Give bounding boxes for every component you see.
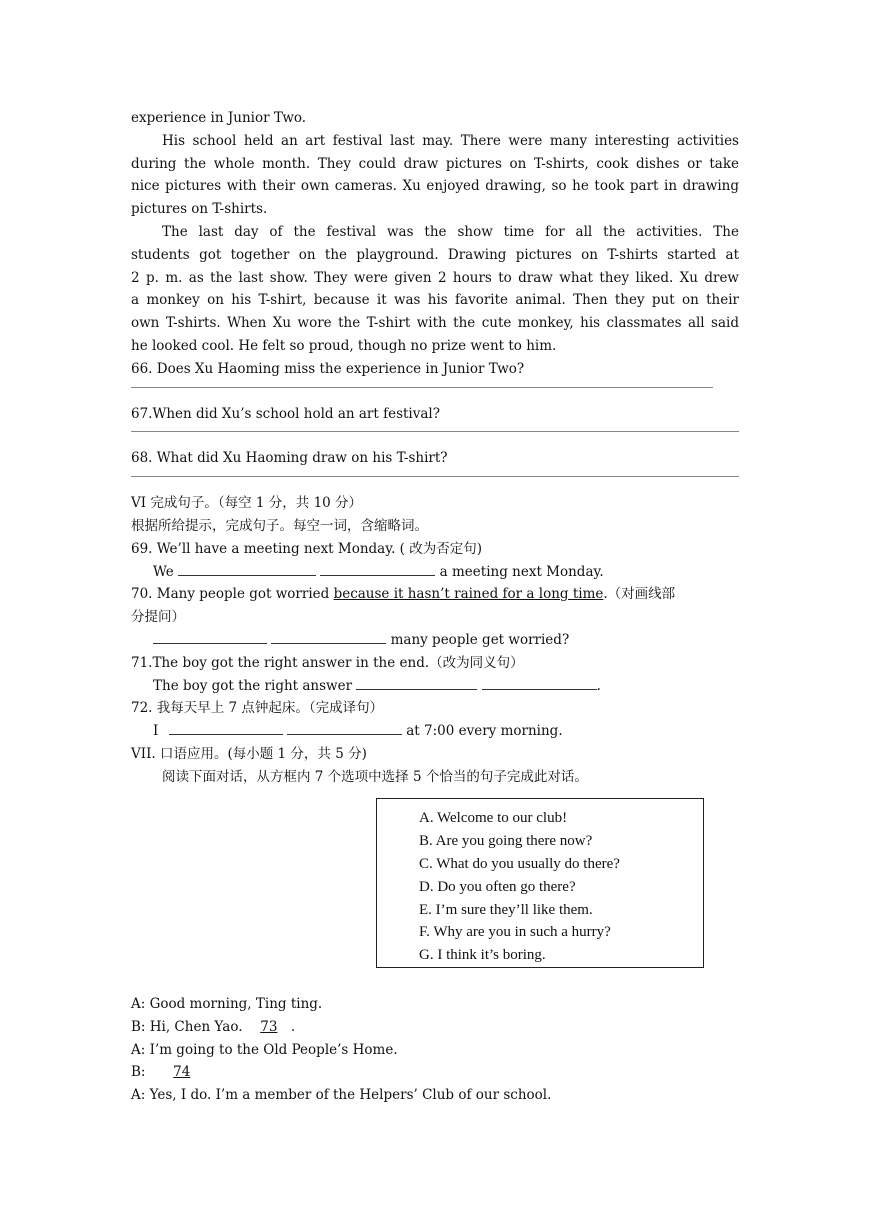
passage-line: The last day of the festival was the show time for all the activities. The xyxy=(162,223,739,240)
question-70-answer xyxy=(131,629,739,652)
question-70-text: 70. Many people got worried xyxy=(131,586,334,603)
dialog-line: A: I’m going to the Old People’s Home. xyxy=(131,1041,398,1058)
answer-suffix: a meeting next Monday. xyxy=(439,563,604,580)
options-box xyxy=(376,798,704,968)
underlined-phrase: because it hasn’t rained for a long time xyxy=(333,586,604,603)
option-e: E. I’m sure they’ll like them. xyxy=(419,902,593,918)
option-b: B. Are you going there now? xyxy=(419,833,593,849)
option-g: G. I think it’s boring. xyxy=(419,947,546,963)
answer-prefix: We xyxy=(153,563,174,580)
answer-line-66[interactable] xyxy=(131,387,713,388)
answer-prefix: The boy got the right answer xyxy=(153,677,353,694)
answer-suffix: many people get worried? xyxy=(390,631,570,648)
question-70 xyxy=(131,583,739,606)
passage-line: students got together on the playground. Drawing pictures on T-shirts started at xyxy=(131,246,739,263)
question-69: 69. We’ll have a meeting next Monday. ( 改为否定句) xyxy=(131,540,482,557)
answer-blank[interactable] xyxy=(153,631,267,644)
option-d: D. Do you often go there? xyxy=(419,879,576,895)
passage-line: a monkey on his T-shirt, because it was his favorite animal. Then they put on their xyxy=(131,292,739,309)
dialog-line: A: Yes, I do. I’m a member of the Helpers’ Club of our school. xyxy=(131,1087,552,1104)
question-72: 72. 我每天早上 7 点钟起床。（完成译句） xyxy=(131,700,384,717)
dialog-text: B: xyxy=(131,1064,150,1081)
dialog-line xyxy=(131,1016,739,1039)
answer-line-67[interactable] xyxy=(131,431,739,432)
passage-line: during the whole month. They could draw pictures on T-shirts, cook dishes or take xyxy=(131,155,739,172)
section-7-title: VII. 口语应用。(每小题 1 分，共 5 分) xyxy=(131,745,367,762)
question-69-answer xyxy=(131,561,739,584)
question-67: 67.When did Xu’s school hold an art festival? xyxy=(131,405,440,422)
option-f: F. Why are you in such a hurry? xyxy=(419,924,611,940)
question-72-answer xyxy=(131,720,739,743)
answer-blank[interactable] xyxy=(287,722,402,735)
answer-suffix: at 7:00 every morning. xyxy=(406,723,563,740)
section-7-instruction: 阅读下面对话，从方框内 7 个选项中选择 5 个恰当的句子完成此对话。 xyxy=(162,768,588,785)
answer-prefix: I xyxy=(153,723,159,740)
dialog-line: A: Good morning, Ting ting. xyxy=(131,996,323,1012)
question-66: 66. Does Xu Haoming miss the experience in Junior Two? xyxy=(131,360,525,377)
question-71-answer xyxy=(131,675,739,698)
answer-blank[interactable] xyxy=(178,563,316,576)
dialog xyxy=(131,993,739,1107)
answer-blank[interactable] xyxy=(482,677,597,690)
question-70-suffix: .（对画线部 xyxy=(603,586,676,603)
answer-blank[interactable] xyxy=(271,631,386,644)
option-a: A. Welcome to our club! xyxy=(419,810,568,826)
passage-line: he looked cool. He felt so proud, though no prize went to him. xyxy=(131,337,557,354)
passage-line: 2 p. m. as the last show. They were given 2 hours to draw what they liked. Xu drew xyxy=(131,269,739,286)
question-70-continuation: 分提问） xyxy=(131,609,185,626)
answer-blank[interactable] xyxy=(169,722,283,735)
passage-line: nice pictures with their own cameras. Xu enjoyed drawing, so he took part in drawing xyxy=(131,178,739,195)
answer-blank[interactable] xyxy=(356,677,477,690)
dialog-line xyxy=(131,1061,739,1084)
section-6-title: VI 完成句子。（每空 1 分，共 10 分） xyxy=(131,495,363,512)
dialog-text: . xyxy=(290,1018,296,1035)
answer-suffix: . xyxy=(596,677,601,694)
blank-number-73[interactable]: 73 xyxy=(260,1018,278,1035)
answer-blank[interactable] xyxy=(320,563,435,576)
answer-line-68[interactable] xyxy=(131,476,739,477)
option-c: C. What do you usually do there? xyxy=(419,856,620,872)
blank-number-74[interactable]: 74 xyxy=(173,1064,191,1081)
passage-line: experience in Junior Two. xyxy=(131,110,307,126)
passage-line: pictures on T-shirts. xyxy=(131,201,268,218)
worksheet-body xyxy=(131,107,739,789)
passage-line: own T-shirts. When Xu wore the T-shirt with the cute monkey, his classmates all said xyxy=(131,315,739,332)
section-6-instruction: 根据所给提示，完成句子。每空一词，含缩略词。 xyxy=(131,517,428,534)
passage-line: His school held an art festival last may. There were many interesting activities xyxy=(162,132,739,149)
question-71: 71.The boy got the right answer in the end.（改为同义句） xyxy=(131,654,524,671)
dialog-text: B: Hi, Chen Yao. xyxy=(131,1018,247,1035)
question-68: 68. What did Xu Haoming draw on his T-shirt? xyxy=(131,450,448,467)
